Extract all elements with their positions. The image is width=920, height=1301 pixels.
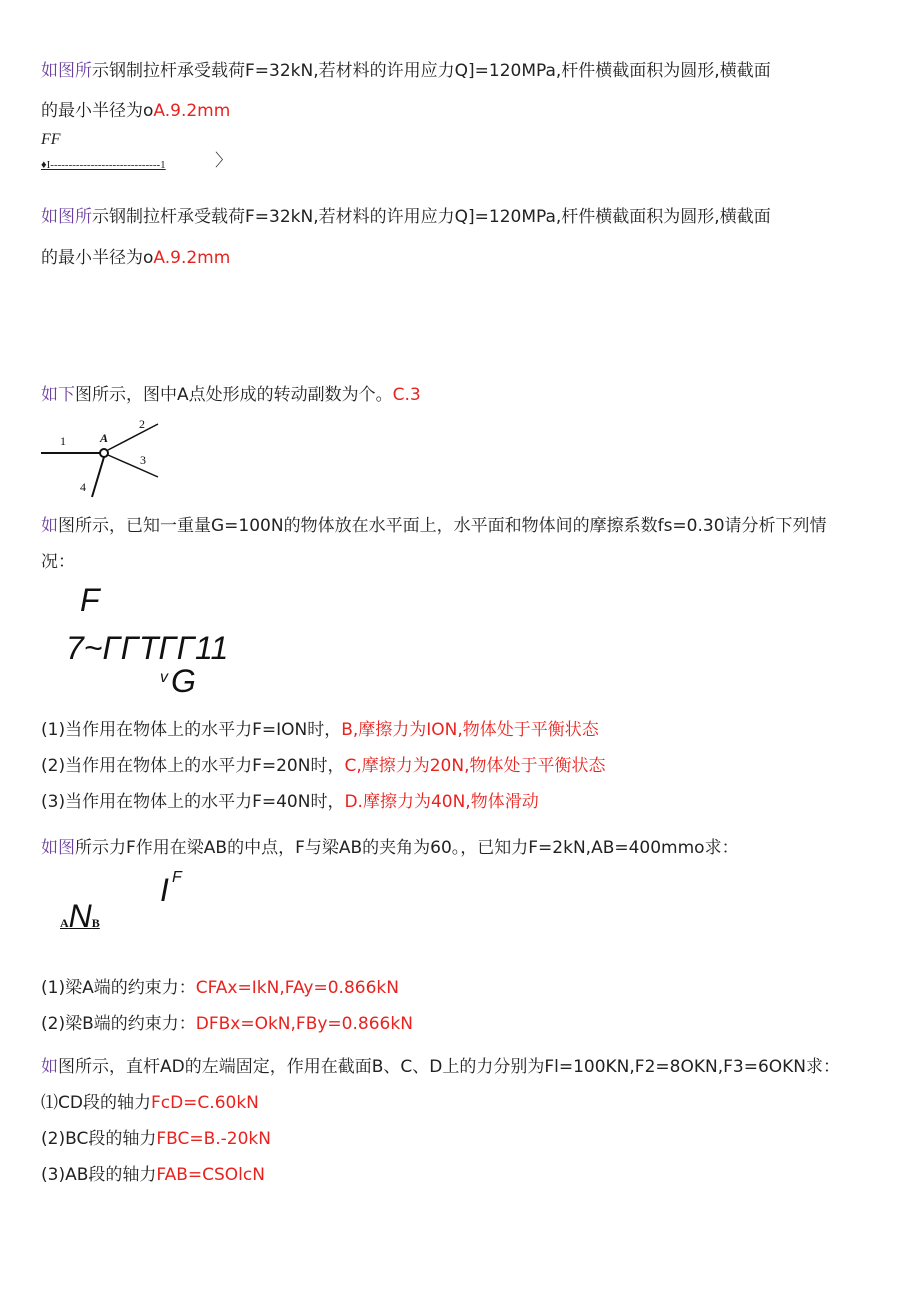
q5-item-1-answer: CFAx=IkN,FAy=0.866kN xyxy=(195,978,399,998)
q2-body: 示钢制拉杆承受载荷F=32kN,若材料的许用应力Q]=120MPa,杆件横截面积为圆形,横截面 xyxy=(92,207,771,227)
q5-body: 所示力F作用在梁AB的中点，F与梁AB的夹角为60。，已知力F=2kN,AB=400mmo求： xyxy=(75,838,739,858)
q6-body: 图所示，直杆AD的左端固定，作用在截面B、C、D上的力分别为Fl=100KN,F2=8OKN,F3=6OKN求： xyxy=(58,1057,841,1077)
q4-item-3-answer: D.摩擦力为40N,物体滑动 xyxy=(344,792,539,812)
q6-item-2-answer: FBC=B.-20kN xyxy=(156,1129,271,1149)
link-2-label: 2 xyxy=(139,417,145,431)
q6-item-1 xyxy=(41,1092,259,1114)
q5-item-2 xyxy=(41,1013,413,1035)
q6-item-2-question: (2)BC段的轴力 xyxy=(41,1129,157,1149)
link-1-label: 1 xyxy=(60,434,66,448)
q4-figure-f: F xyxy=(80,582,100,618)
q1-figure-bracket: 〉 xyxy=(215,151,232,171)
q6-item-3-question: (3)AB段的轴力 xyxy=(41,1165,157,1185)
q5-figure-n: N xyxy=(68,898,92,934)
q4-body: 图所示，已知一重量G=100N的物体放在水平面上，水平面和物体间的摩擦系数fs=0.30请分析下列情 xyxy=(58,516,827,536)
q5-figure-i: I xyxy=(160,872,169,908)
q5-figure-a: A xyxy=(60,916,69,930)
q5-item-2-answer: DFBx=OkN,FBy=0.866kN xyxy=(195,1014,413,1034)
q5-figure-b: B xyxy=(91,916,100,930)
q4-item-2-question: (2)当作用在物体上的水平力F=20N时， xyxy=(41,756,345,776)
q1-figure-label: FF xyxy=(41,131,61,148)
q2-prefix: 如图所 xyxy=(41,207,92,227)
q4-line2: 况： xyxy=(41,552,75,572)
link-3-label: 3 xyxy=(140,453,146,467)
q1-prefix: 如图所 xyxy=(41,61,92,81)
q1-line2-text: 的最小半径为o xyxy=(41,101,154,121)
q4-item-1-question: (1)当作用在物体上的水平力F=ION时， xyxy=(41,720,342,740)
q1-line2 xyxy=(41,100,230,122)
q3-line1 xyxy=(41,384,421,406)
q4-item-3-question: (3)当作用在物体上的水平力F=40N时， xyxy=(41,792,345,812)
q6-item-2 xyxy=(41,1128,271,1150)
link-2-bar xyxy=(108,424,158,450)
q1-body: 示钢制拉杆承受载荷F=32kN,若材料的许用应力Q]=120MPa,杆件横截面积为圆形,横截面 xyxy=(92,61,771,81)
pivot-a-joint xyxy=(100,449,108,457)
q2-line1 xyxy=(41,206,771,228)
q4-figure-v: v xyxy=(160,669,168,686)
q2-answer: A.9.2mm xyxy=(153,248,231,268)
q2-line2 xyxy=(41,247,230,269)
q1-answer: A.9.2mm xyxy=(153,101,231,121)
q4-prefix: 如 xyxy=(41,516,58,536)
q5-figure-f: F xyxy=(172,869,182,886)
q5-beam-label xyxy=(60,898,100,935)
q5-prefix: 如图 xyxy=(41,838,75,858)
q6-item-3 xyxy=(41,1164,265,1186)
q6-item-1-answer: FcD=C.60kN xyxy=(150,1093,259,1113)
q2-line2-text: 的最小半径为o xyxy=(41,248,154,268)
q6-item-3-answer: FAB=CSOlcN xyxy=(156,1165,265,1185)
q3-prefix: 如下 xyxy=(41,385,75,405)
q1-figure-line: ♦I------------------------------1 xyxy=(41,159,166,171)
q4-item-2 xyxy=(41,755,605,777)
link-4-label: 4 xyxy=(80,480,86,494)
link-3-bar xyxy=(108,455,158,477)
q5-item-2-question: (2)梁B端的约束力： xyxy=(41,1014,196,1034)
q3-answer: C.3 xyxy=(392,385,421,405)
q3-linkage-diagram xyxy=(38,415,168,500)
q4-item-3 xyxy=(41,791,539,813)
q6-line1 xyxy=(41,1056,840,1078)
q5-line1 xyxy=(41,837,739,859)
q3-body: 图所示，图中A点处形成的转动副数为个。 xyxy=(75,385,393,405)
q4-figure-surface: 7~ΓΓΤΓΓ11 xyxy=(66,630,229,666)
q4-figure-g: G xyxy=(171,663,196,699)
q6-item-1-question: ⑴CD段的轴力 xyxy=(41,1093,151,1113)
q4-line1 xyxy=(41,515,827,537)
q4-item-1 xyxy=(41,719,599,741)
q5-item-1 xyxy=(41,977,399,999)
point-a-label: A xyxy=(100,431,109,445)
q6-prefix: 如 xyxy=(41,1057,58,1077)
link-4-bar xyxy=(92,457,104,497)
q5-item-1-question: (1)梁A端的约束力： xyxy=(41,978,196,998)
q1-line1 xyxy=(41,60,771,82)
q4-item-2-answer: C,摩擦力为20N,物体处于平衡状态 xyxy=(344,756,606,776)
q4-item-1-answer: B,摩擦力为ION,物体处于平衡状态 xyxy=(341,720,599,740)
